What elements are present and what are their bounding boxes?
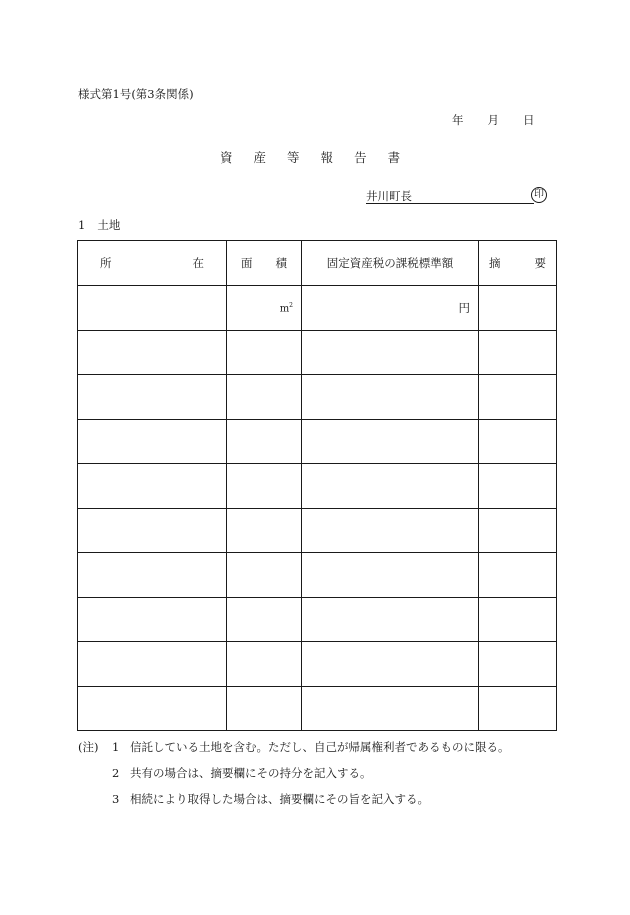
note-number: 1: [112, 740, 120, 754]
location-cell[interactable]: [78, 686, 227, 731]
location-cell[interactable]: [78, 286, 227, 331]
table-row: [78, 330, 557, 375]
month-label: 月: [487, 113, 499, 127]
signature-underline: [366, 203, 534, 204]
tax-value-cell[interactable]: [302, 286, 479, 331]
table-row: [78, 686, 557, 731]
area-cell[interactable]: [227, 508, 302, 553]
table-row: [78, 375, 557, 420]
tax-value-cell[interactable]: [302, 464, 479, 509]
tax-value-cell[interactable]: [302, 642, 479, 687]
table-row: [78, 553, 557, 598]
header-location-right: 在: [192, 256, 204, 270]
header-area-right: 積: [275, 256, 287, 270]
notes-label: (注): [78, 740, 99, 754]
header-location-left: 所: [100, 256, 112, 270]
header-remarks: [479, 241, 557, 286]
header-area-left: 面: [241, 256, 253, 270]
note-item: [78, 740, 510, 754]
remarks-cell[interactable]: [479, 286, 557, 331]
tax-value-cell[interactable]: [302, 330, 479, 375]
tax-unit: 円: [458, 300, 470, 315]
note-text: 相続により取得した場合は、摘要欄にその旨を記入する。: [130, 792, 429, 806]
location-cell[interactable]: [78, 419, 227, 464]
table-row: [78, 508, 557, 553]
area-cell[interactable]: [227, 642, 302, 687]
remarks-cell[interactable]: [479, 464, 557, 509]
remarks-cell[interactable]: [479, 686, 557, 731]
area-cell[interactable]: [227, 286, 302, 331]
location-cell[interactable]: [78, 464, 227, 509]
header-tax-value-label: 固定資産税の課税標準額: [326, 256, 454, 270]
area-unit: m: [279, 302, 290, 314]
section-heading: [78, 218, 120, 232]
note-text: 信託している土地を含む。ただし、自己が帰属権利者であるものに限る。: [130, 740, 510, 754]
remarks-cell[interactable]: [479, 553, 557, 598]
tax-value-cell[interactable]: [302, 597, 479, 642]
remarks-cell[interactable]: [479, 642, 557, 687]
document-title: [220, 151, 400, 165]
note-item: [112, 792, 429, 806]
addressee-line: [366, 189, 412, 203]
location-cell[interactable]: [78, 375, 227, 420]
tax-value-cell[interactable]: [302, 553, 479, 598]
title-char: 書: [387, 150, 401, 165]
area-cell[interactable]: [227, 419, 302, 464]
title-char: 等: [287, 150, 300, 165]
table-row: [78, 597, 557, 642]
tax-value-cell[interactable]: [302, 375, 479, 420]
area-cell[interactable]: [227, 375, 302, 420]
area-cell[interactable]: [227, 686, 302, 731]
table-header-row: [78, 241, 557, 286]
addressee: 井川町長: [366, 189, 412, 203]
area-cell[interactable]: [227, 553, 302, 598]
title-char: 資: [220, 150, 233, 165]
note-number: 2: [112, 766, 120, 780]
title-char: 報: [320, 150, 334, 165]
section-label: 土地: [97, 218, 121, 232]
area-cell[interactable]: [227, 597, 302, 642]
area-cell[interactable]: [227, 464, 302, 509]
tax-value-cell[interactable]: [302, 419, 479, 464]
section-number: 1: [78, 218, 86, 232]
seal-mark: 印: [531, 187, 547, 203]
note-item: [112, 766, 372, 780]
remarks-cell[interactable]: [479, 330, 557, 375]
location-cell[interactable]: [78, 553, 227, 598]
date-line: [452, 113, 535, 127]
note-text: 共有の場合は、摘要欄にその持分を記入する。: [130, 766, 372, 780]
header-area: [227, 241, 302, 286]
tax-value-cell[interactable]: [302, 686, 479, 731]
area-unit-exponent: 2: [289, 301, 293, 309]
table-row: [78, 464, 557, 509]
year-label: 年: [452, 113, 464, 127]
area-cell[interactable]: [227, 330, 302, 375]
form-number: 様式第1号(第3条関係): [78, 87, 194, 101]
remarks-cell[interactable]: [479, 597, 557, 642]
day-label: 日: [523, 113, 535, 127]
location-cell[interactable]: [78, 330, 227, 375]
header-location: [78, 241, 227, 286]
title-char: 産: [253, 150, 267, 165]
location-cell[interactable]: [78, 508, 227, 553]
header-remarks-left: 摘: [489, 256, 501, 270]
tax-value-cell[interactable]: [302, 508, 479, 553]
remarks-cell[interactable]: [479, 508, 557, 553]
land-table: [77, 240, 557, 731]
table-row: [78, 642, 557, 687]
header-remarks-right: 要: [534, 256, 546, 270]
header-tax-value: [302, 241, 479, 286]
remarks-cell[interactable]: [479, 419, 557, 464]
table-row: [78, 419, 557, 464]
table-row: [78, 286, 557, 331]
title-char: 告: [354, 150, 367, 165]
location-cell[interactable]: [78, 597, 227, 642]
remarks-cell[interactable]: [479, 375, 557, 420]
location-cell[interactable]: [78, 642, 227, 687]
note-number: 3: [112, 792, 120, 806]
